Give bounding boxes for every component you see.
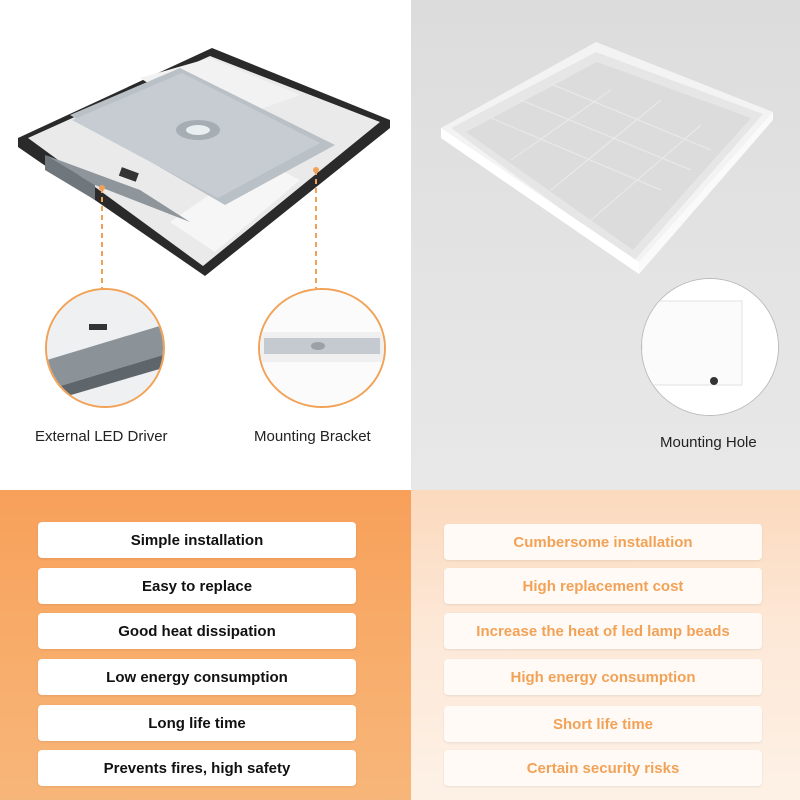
disadvantage-item: Cumbersome installation [444,524,762,560]
bracket-caption: Mounting Bracket [254,428,371,445]
advantage-item: Simple installation [38,522,356,558]
panel-back-illustration [0,0,411,490]
advantage-item: Low energy consumption [38,659,356,695]
disadvantage-item: Increase the heat of led lamp beads [444,613,762,649]
panel-front-illustration [411,0,800,490]
advantage-item: Long life time [38,705,356,741]
hole-caption: Mounting Hole [660,434,757,451]
mounting-hole-closeup-circle [641,278,779,416]
bracket-closeup-circle [258,288,386,408]
driver-caption: External LED Driver [35,428,168,445]
advantage-item: Easy to replace [38,568,356,604]
disadvantage-item: Certain security risks [444,750,762,786]
disadvantage-item: Short life time [444,706,762,742]
advantage-item: Prevents fires, high safety [38,750,356,786]
disadvantage-item: High energy consumption [444,659,762,695]
led-panel-back-view [0,0,411,490]
driver-closeup-circle [45,288,165,408]
advantage-item: Good heat dissipation [38,613,356,649]
disadvantage-item: High replacement cost [444,568,762,604]
led-panel-front-view [411,0,800,490]
